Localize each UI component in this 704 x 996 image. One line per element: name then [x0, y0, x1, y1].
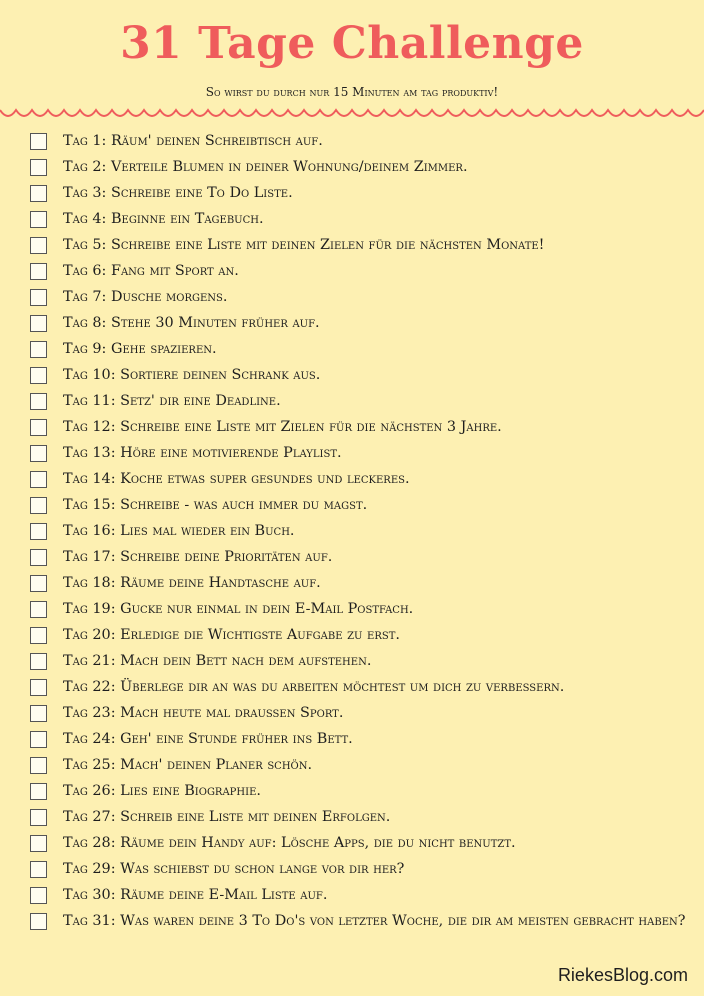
list-item-text: Tag 4: Beginne ein Tagebuch. — [63, 211, 264, 227]
list-item — [0, 128, 704, 154]
list-item-text: Tag 14: Koche etwas super gesundes und leckeres. — [63, 471, 410, 487]
list-item — [0, 232, 704, 258]
checkbox-empty-icon[interactable] — [30, 341, 47, 358]
list-item-text: Tag 21: Mach dein Bett nach dem aufstehen. — [63, 653, 372, 669]
list-item-text: Tag 25: Mach' deinen Planer schön. — [63, 757, 313, 773]
list-item-text: Tag 8: Stehe 30 Minuten früher auf. — [63, 315, 320, 331]
list-item-text: Tag 12: Schreibe eine Liste mit Zielen für die nächsten 3 Jahre. — [63, 419, 502, 435]
list-item-text: Tag 2: Verteile Blumen in deiner Wohnung/deinem Zimmer. — [63, 159, 468, 175]
checkbox-empty-icon[interactable] — [30, 237, 47, 254]
list-item-text: Tag 20: Erledige die Wichtigste Aufgabe zu erst. — [63, 627, 400, 643]
list-item — [0, 518, 704, 544]
list-item-text: Tag 22: Überlege dir an was du arbeiten möchtest um dich zu verbessern. — [63, 679, 565, 695]
list-item-text: Tag 19: Gucke nur einmal in dein E-Mail Postfach. — [63, 601, 414, 617]
checkbox-empty-icon[interactable] — [30, 913, 47, 930]
list-item — [0, 544, 704, 570]
list-item — [0, 258, 704, 284]
checkbox-empty-icon[interactable] — [30, 731, 47, 748]
list-item — [0, 336, 704, 362]
list-item — [0, 310, 704, 336]
list-item-text: Tag 15: Schreibe - was auch immer du magst. — [63, 497, 368, 513]
checkbox-empty-icon[interactable] — [30, 549, 47, 566]
list-item — [0, 362, 704, 388]
list-item-text: Tag 27: Schreib eine Liste mit deinen Erfolgen. — [63, 809, 391, 825]
checkbox-empty-icon[interactable] — [30, 263, 47, 280]
site-credit: RiekesBlog.com — [557, 965, 688, 985]
checkbox-empty-icon[interactable] — [30, 419, 47, 436]
list-item — [0, 674, 704, 700]
page-title: 31 Tage Challenge — [120, 18, 584, 69]
checkbox-empty-icon[interactable] — [30, 497, 47, 514]
checkbox-empty-icon[interactable] — [30, 757, 47, 774]
list-item — [0, 726, 704, 752]
list-item-text: Tag 6: Fang mit Sport an. — [63, 263, 239, 279]
checkbox-empty-icon[interactable] — [30, 861, 47, 878]
checkbox-empty-icon[interactable] — [30, 835, 47, 852]
checkbox-empty-icon[interactable] — [30, 679, 47, 696]
list-item-text: Tag 29: Was schiebst du schon lange vor dir her? — [63, 861, 405, 877]
list-item — [0, 466, 704, 492]
list-item — [0, 648, 704, 674]
list-item-text: Tag 24: Geh' eine Stunde früher ins Bett. — [63, 731, 353, 747]
list-item-text: Tag 17: Schreibe deine Prioritäten auf. — [63, 549, 333, 565]
checkbox-empty-icon[interactable] — [30, 289, 47, 306]
list-item — [0, 596, 704, 622]
list-item-text: Tag 5: Schreibe eine Liste mit deinen Zielen für die nächsten Monate! — [63, 237, 545, 253]
list-item-text: Tag 7: Dusche morgens. — [63, 289, 228, 305]
checkbox-empty-icon[interactable] — [30, 705, 47, 722]
list-item — [0, 492, 704, 518]
list-item-text: Tag 3: Schreibe eine To Do Liste. — [63, 185, 293, 201]
list-item-text: Tag 18: Räume deine Handtasche auf. — [63, 575, 321, 591]
list-item — [0, 752, 704, 778]
list-item-text: Tag 11: Setz' dir eine Deadline. — [63, 393, 281, 409]
checkbox-empty-icon[interactable] — [30, 159, 47, 176]
list-item — [0, 804, 704, 830]
list-item — [0, 856, 704, 882]
checkbox-empty-icon[interactable] — [30, 627, 47, 644]
list-item — [0, 154, 704, 180]
checkbox-empty-icon[interactable] — [30, 445, 47, 462]
checkbox-empty-icon[interactable] — [30, 783, 47, 800]
list-item-text: Tag 30: Räume deine E-Mail Liste auf. — [63, 887, 328, 903]
list-item — [0, 700, 704, 726]
checkbox-empty-icon[interactable] — [30, 575, 47, 592]
checkbox-empty-icon[interactable] — [30, 523, 47, 540]
list-item — [0, 414, 704, 440]
checkbox-empty-icon[interactable] — [30, 367, 47, 384]
list-item-text: Tag 1: Räum' deinen Schreibtisch auf. — [63, 133, 323, 149]
list-item-text: Tag 26: Lies eine Biographie. — [63, 783, 261, 799]
list-item — [0, 388, 704, 414]
list-item — [0, 180, 704, 206]
list-item — [0, 778, 704, 804]
list-item-text: Tag 28: Räume dein Handy auf: Lösche Apps, die du nicht benutzt. — [63, 835, 516, 851]
checkbox-empty-icon[interactable] — [30, 887, 47, 904]
list-item — [0, 440, 704, 466]
list-item-text: Tag 16: Lies mal wieder ein Buch. — [63, 523, 295, 539]
page-subtitle: So wirst du durch nur 15 Minuten am tag produktiv! — [205, 85, 499, 99]
list-item-text: Tag 10: Sortiere deinen Schrank aus. — [63, 367, 321, 383]
list-item — [0, 830, 704, 856]
checkbox-empty-icon[interactable] — [30, 393, 47, 410]
checkbox-empty-icon[interactable] — [30, 471, 47, 488]
list-item — [0, 284, 704, 310]
checkbox-empty-icon[interactable] — [30, 133, 47, 150]
list-item-text: Tag 31: Was waren deine 3 To Do's von letzter Woche, die dir am meisten gebracht haben? — [63, 913, 686, 929]
checkbox-empty-icon[interactable] — [30, 601, 47, 618]
list-item-text: Tag 23: Mach heute mal draussen Sport. — [63, 705, 344, 721]
scalloped-divider — [0, 106, 704, 122]
list-item — [0, 882, 704, 908]
challenge-checklist — [0, 128, 704, 954]
checkbox-empty-icon[interactable] — [30, 185, 47, 202]
list-item — [0, 908, 704, 954]
list-item-text: Tag 13: Höre eine motivierende Playlist. — [63, 445, 342, 461]
list-item — [0, 206, 704, 232]
list-item — [0, 622, 704, 648]
checkbox-empty-icon[interactable] — [30, 315, 47, 332]
checkbox-empty-icon[interactable] — [30, 211, 47, 228]
checkbox-empty-icon[interactable] — [30, 809, 47, 826]
list-item — [0, 570, 704, 596]
list-item-text: Tag 9: Gehe spazieren. — [63, 341, 217, 357]
checkbox-empty-icon[interactable] — [30, 653, 47, 670]
